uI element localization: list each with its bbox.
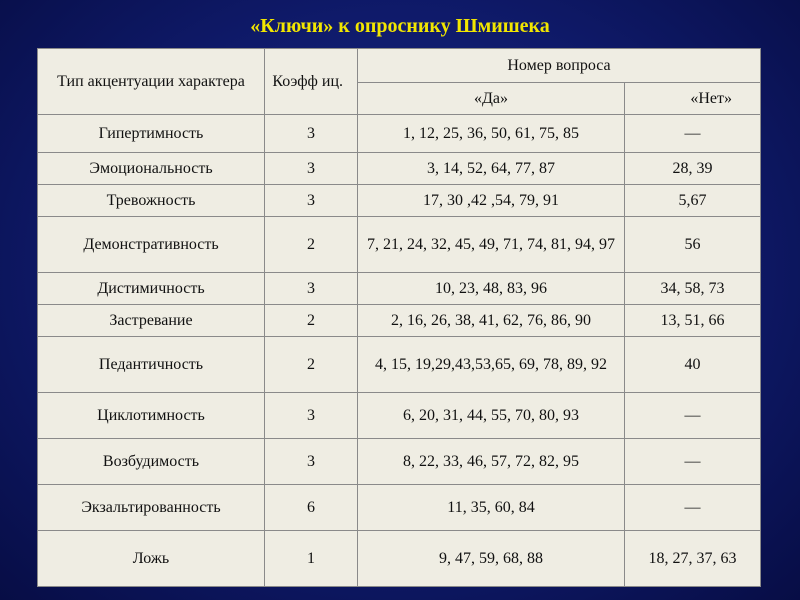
table-row bbox=[38, 185, 761, 217]
row-yes: 2, 16, 26, 38, 41, 62, 76, 86, 90 bbox=[358, 305, 625, 337]
header-no: «Нет» bbox=[625, 83, 761, 115]
row-coef: 1 bbox=[265, 531, 358, 587]
row-type: Гипертимность bbox=[38, 115, 265, 153]
table-row bbox=[38, 531, 761, 587]
row-coef: 2 bbox=[265, 305, 358, 337]
page-title: «Ключи» к опроснику Шмишека bbox=[250, 15, 550, 37]
row-type: Застревание bbox=[38, 305, 265, 337]
row-yes: 11, 35, 60, 84 bbox=[358, 485, 625, 531]
table-row bbox=[38, 439, 761, 485]
row-coef: 3 bbox=[265, 273, 358, 305]
row-coef: 3 bbox=[265, 439, 358, 485]
header-coef: Коэфф иц. bbox=[265, 49, 358, 115]
table-row bbox=[38, 115, 761, 153]
row-yes: 4, 15, 19,29,43,53,65, 69, 78, 89, 92 bbox=[358, 337, 625, 393]
header-yes: «Да» bbox=[358, 83, 625, 115]
row-coef: 3 bbox=[265, 185, 358, 217]
row-yes: 7, 21, 24, 32, 45, 49, 71, 74, 81, 94, 97 bbox=[358, 217, 625, 273]
row-no: 28, 39 bbox=[625, 153, 761, 185]
row-yes: 9, 47, 59, 68, 88 bbox=[358, 531, 625, 587]
row-yes: 3, 14, 52, 64, 77, 87 bbox=[358, 153, 625, 185]
table-row bbox=[38, 393, 761, 439]
table-row bbox=[38, 485, 761, 531]
row-type: Тревожность bbox=[38, 185, 265, 217]
row-type: Ложь bbox=[38, 531, 265, 587]
row-no: — bbox=[625, 485, 761, 531]
row-no: — bbox=[625, 439, 761, 485]
keys-table bbox=[37, 48, 761, 587]
row-yes: 10, 23, 48, 83, 96 bbox=[358, 273, 625, 305]
row-coef: 3 bbox=[265, 115, 358, 153]
row-no: — bbox=[625, 393, 761, 439]
row-no: 40 bbox=[625, 337, 761, 393]
row-type: Педантичность bbox=[38, 337, 265, 393]
row-no: 5,67 bbox=[625, 185, 761, 217]
row-no: 56 bbox=[625, 217, 761, 273]
row-coef: 2 bbox=[265, 217, 358, 273]
header-type: Тип акцентуации характера bbox=[38, 49, 265, 115]
table-row bbox=[38, 273, 761, 305]
row-coef: 2 bbox=[265, 337, 358, 393]
table-row bbox=[38, 153, 761, 185]
row-no: 18, 27, 37, 63 bbox=[625, 531, 761, 587]
row-type: Возбудимость bbox=[38, 439, 265, 485]
table-row bbox=[38, 305, 761, 337]
row-yes: 8, 22, 33, 46, 57, 72, 82, 95 bbox=[358, 439, 625, 485]
row-yes: 1, 12, 25, 36, 50, 61, 75, 85 bbox=[358, 115, 625, 153]
row-coef: 3 bbox=[265, 153, 358, 185]
row-yes: 17, 30 ,42 ,54, 79, 91 bbox=[358, 185, 625, 217]
header-question-number: Номер вопроса bbox=[358, 49, 761, 83]
header-row bbox=[38, 49, 761, 83]
row-no: 13, 51, 66 bbox=[625, 305, 761, 337]
row-no: 34, 58, 73 bbox=[625, 273, 761, 305]
row-type: Демонстративность bbox=[38, 217, 265, 273]
row-coef: 6 bbox=[265, 485, 358, 531]
row-type: Эмоциональность bbox=[38, 153, 265, 185]
table-row bbox=[38, 217, 761, 273]
row-type: Циклотимность bbox=[38, 393, 265, 439]
row-yes: 6, 20, 31, 44, 55, 70, 80, 93 bbox=[358, 393, 625, 439]
row-type: Экзальтированность bbox=[38, 485, 265, 531]
row-coef: 3 bbox=[265, 393, 358, 439]
row-no: — bbox=[625, 115, 761, 153]
table-row bbox=[38, 337, 761, 393]
row-type: Дистимичность bbox=[38, 273, 265, 305]
